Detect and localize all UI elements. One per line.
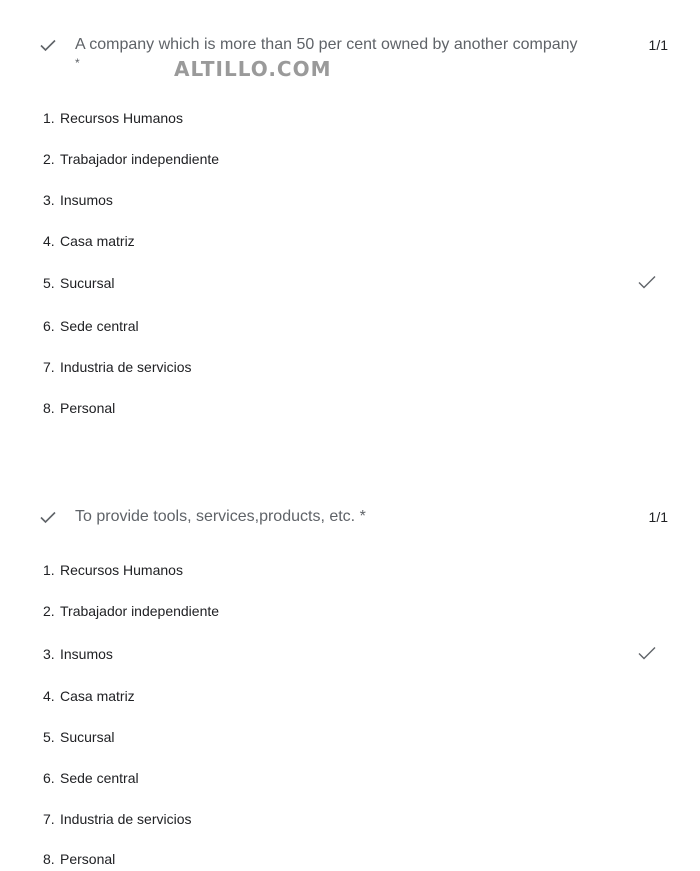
option-label: Insumos xyxy=(60,192,113,208)
option-label: Casa matriz xyxy=(60,233,135,249)
option-item xyxy=(0,398,700,420)
option-item xyxy=(0,316,700,338)
option-item xyxy=(0,357,700,379)
option-number: 2. xyxy=(43,603,55,619)
option-number: 8. xyxy=(43,851,55,867)
option-number: 6. xyxy=(43,770,55,786)
option-number: 3. xyxy=(43,192,55,208)
option-item-correct xyxy=(0,273,700,295)
option-item-correct xyxy=(0,644,700,666)
required-marker: * xyxy=(75,56,80,70)
question-title: A company which is more than 50 per cent owned by another company xyxy=(75,36,578,53)
option-number: 7. xyxy=(43,359,55,375)
option-item xyxy=(0,686,700,708)
question-title: To provide tools, services,products, etc. * xyxy=(75,508,366,525)
option-label: Sucursal xyxy=(60,729,115,745)
question-score: 1/1 xyxy=(648,509,668,525)
option-number: 1. xyxy=(43,110,55,126)
option-label: Sede central xyxy=(60,318,139,334)
option-item xyxy=(0,108,700,130)
option-label: Recursos Humanos xyxy=(60,110,183,126)
option-item xyxy=(0,849,700,871)
option-number: 4. xyxy=(43,688,55,704)
option-label: Trabajador independiente xyxy=(60,603,220,619)
option-item xyxy=(0,809,700,831)
option-label: Trabajador independiente xyxy=(60,151,220,167)
option-number: 3. xyxy=(43,646,55,662)
option-label: Industria de servicios xyxy=(60,359,192,375)
option-number: 2. xyxy=(43,151,55,167)
option-item xyxy=(0,727,700,749)
question-header xyxy=(0,35,700,75)
option-item xyxy=(0,149,700,171)
option-item xyxy=(0,560,700,582)
option-label: Industria de servicios xyxy=(60,811,192,827)
correct-answer-checkmark-icon xyxy=(636,642,658,664)
question-1 xyxy=(0,35,700,425)
option-label: Sede central xyxy=(60,770,139,786)
watermark-text: ALTILLO.COM xyxy=(174,57,332,81)
option-item xyxy=(0,231,700,253)
option-label: Sucursal xyxy=(60,275,115,291)
option-label: Insumos xyxy=(60,646,113,662)
option-number: 4. xyxy=(43,233,55,249)
option-number: 7. xyxy=(43,811,55,827)
option-label: Personal xyxy=(60,851,116,867)
question-header xyxy=(0,507,700,547)
option-label: Recursos Humanos xyxy=(60,562,183,578)
option-item xyxy=(0,601,700,623)
option-label: Casa matriz xyxy=(60,688,135,704)
option-item xyxy=(0,190,700,212)
option-number: 5. xyxy=(43,275,55,291)
question-2 xyxy=(0,507,700,869)
option-number: 5. xyxy=(43,729,55,745)
correct-answer-checkmark-icon xyxy=(636,271,658,293)
option-item xyxy=(0,768,700,790)
option-label: Personal xyxy=(60,400,116,416)
checkmark-icon xyxy=(38,35,58,55)
option-number: 6. xyxy=(43,318,55,334)
option-number: 1. xyxy=(43,562,55,578)
checkmark-icon xyxy=(38,507,58,527)
question-score: 1/1 xyxy=(648,37,668,53)
option-number: 8. xyxy=(43,400,55,416)
